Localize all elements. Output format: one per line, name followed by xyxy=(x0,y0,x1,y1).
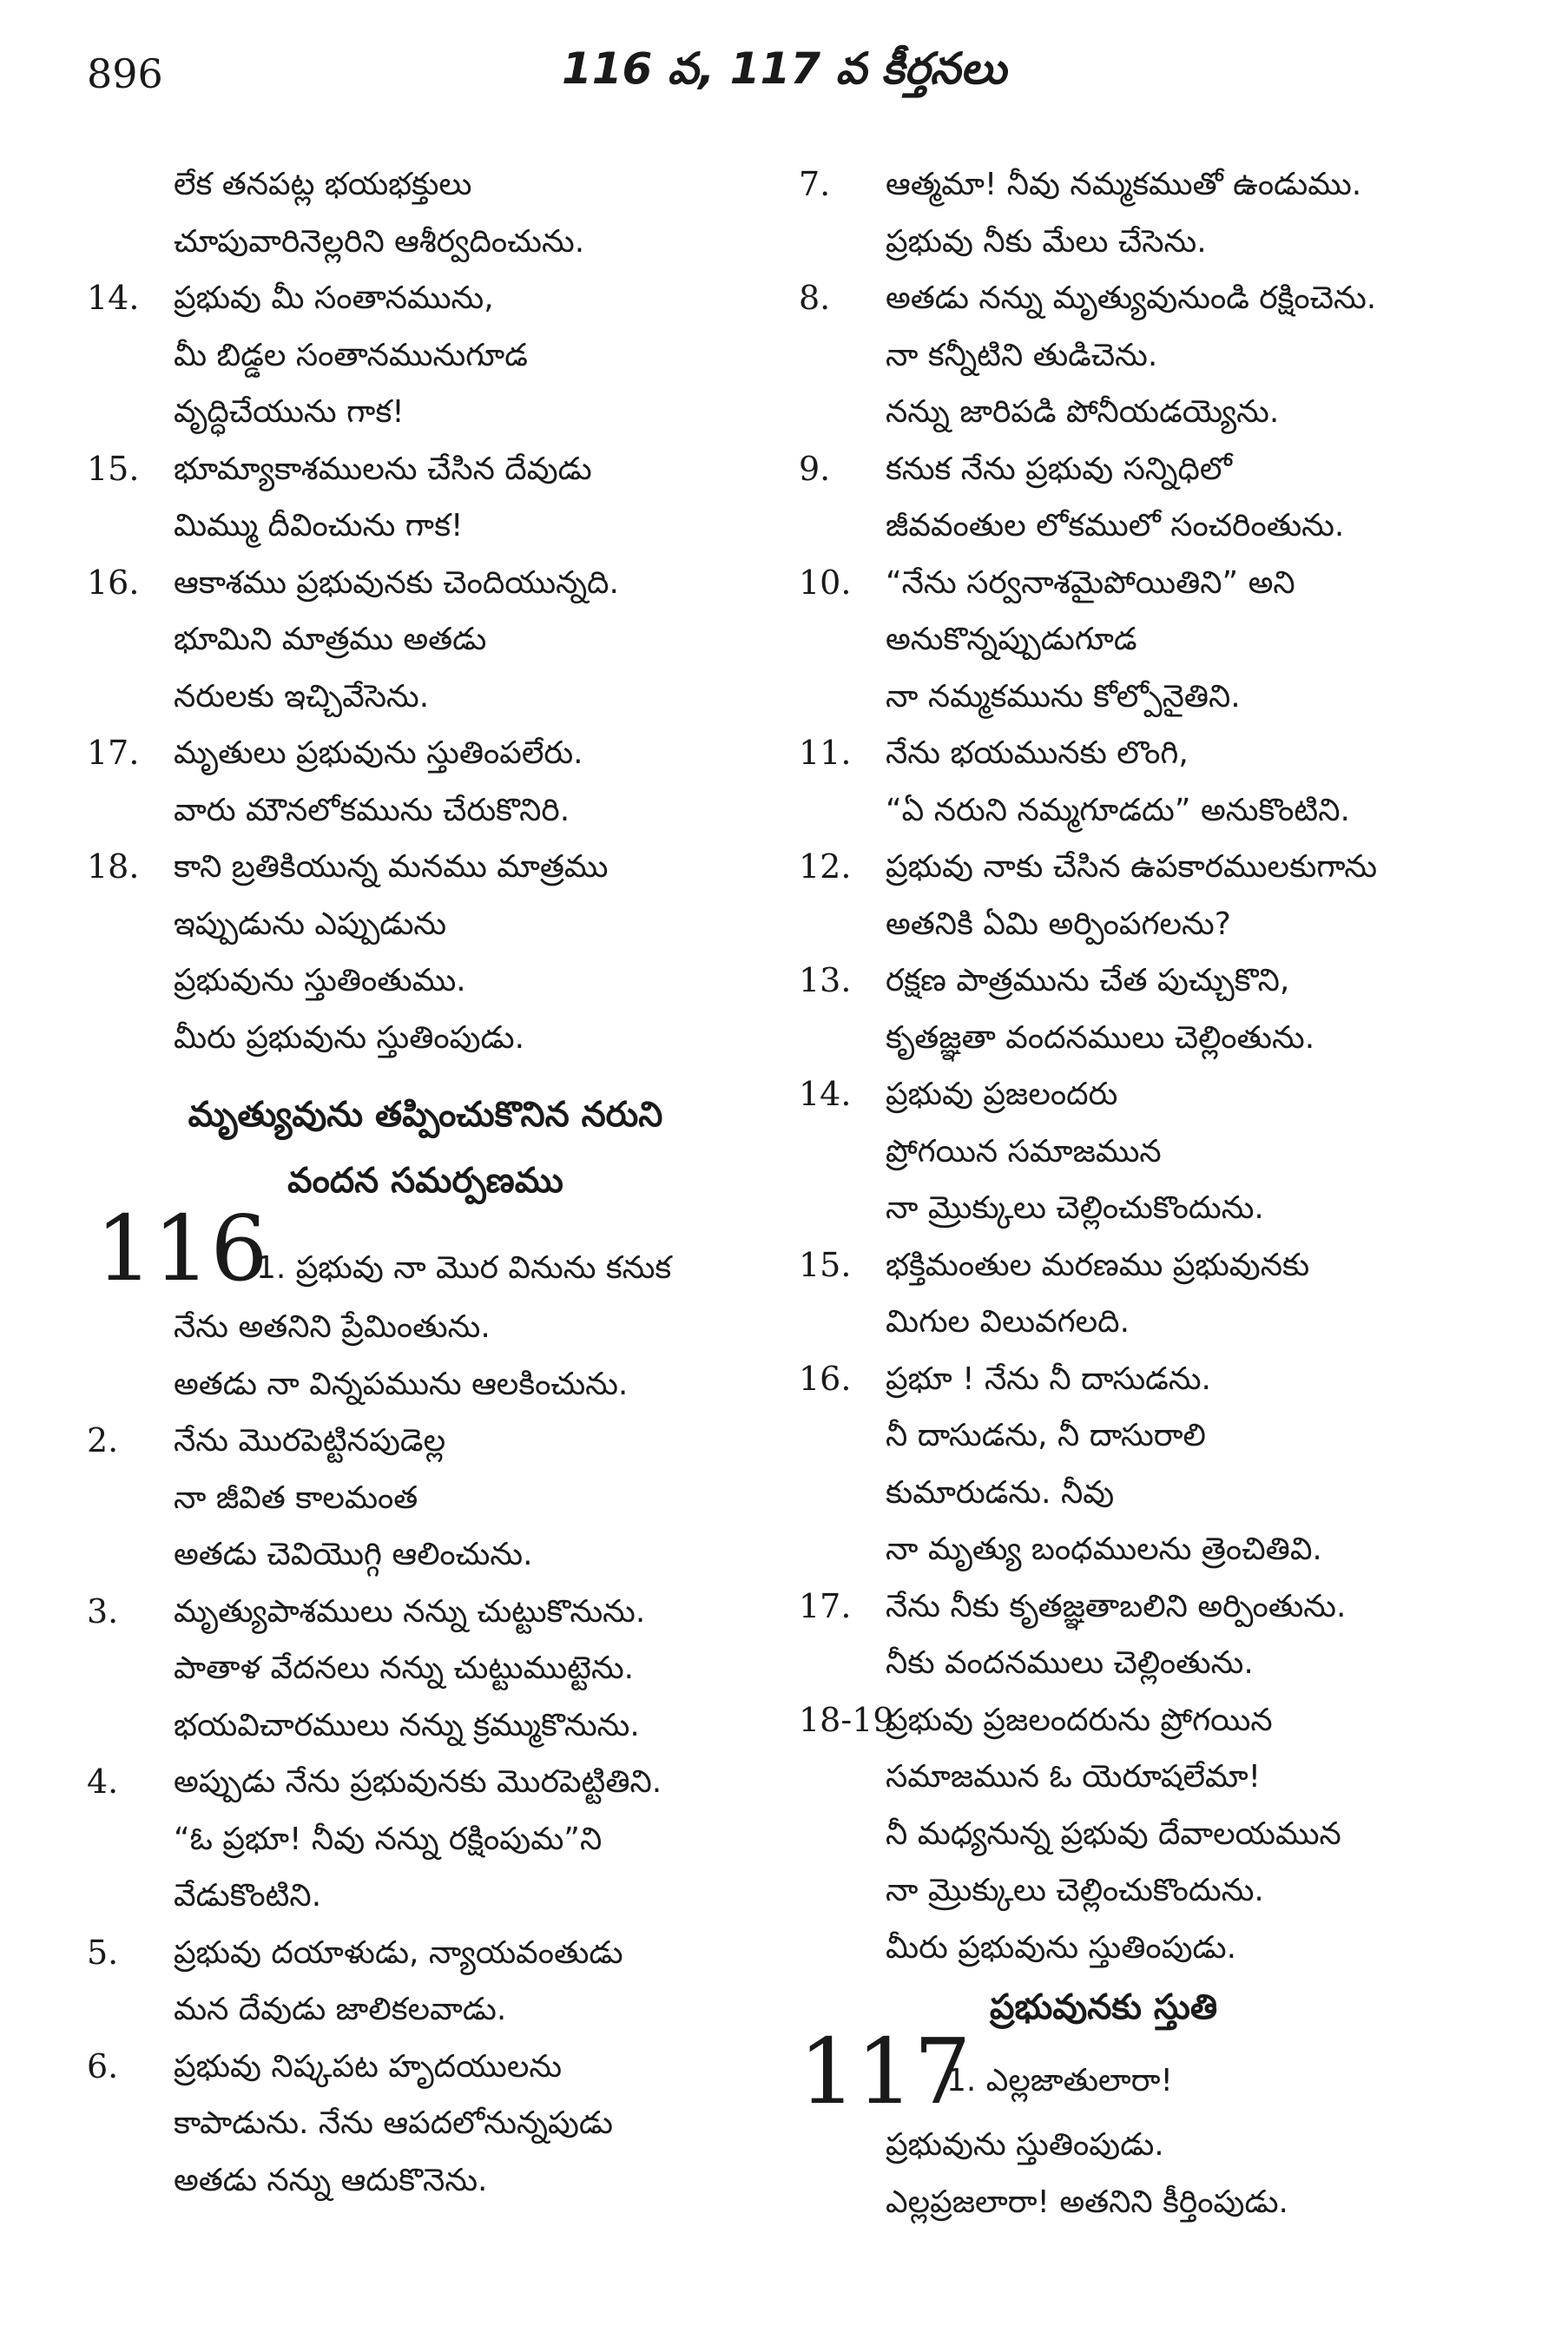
psalm-116-start xyxy=(87,1196,764,1301)
verse-text: మీ బిడ్డల సంతానమునుగూడ xyxy=(174,337,528,373)
verse-text: ప్రభువు ప్రజలందరును ప్రోగయిన xyxy=(886,1702,1273,1738)
verse-line xyxy=(799,1237,1485,1295)
verse-text: నేను అతనిని ప్రేమింతును. xyxy=(174,1309,491,1345)
verse-text: అతడు చెవియొగ్గి ఆలించును. xyxy=(174,1537,533,1572)
verse-text: అతడు నన్ను ఆదుకొనెను. xyxy=(174,2162,488,2198)
verse-line xyxy=(87,327,764,385)
verse-text: అతడు నా విన్నపమును ఆలకించును. xyxy=(174,1366,629,1402)
psalm-116-verse-1: 1. ప్రభువు నా మొర వినును కనుక xyxy=(256,1250,672,1286)
verse-number: 18-19 xyxy=(799,1700,894,1739)
verse-line xyxy=(799,1351,1485,1408)
verse-line xyxy=(87,156,764,214)
verse-line xyxy=(87,555,764,612)
verse-line xyxy=(799,214,1485,271)
verse-text: ప్రభువు నిష్కపట హృదయులను xyxy=(174,2048,563,2085)
verse-text: నరులకు ఇచ్చివేసెను. xyxy=(174,678,430,715)
verse-text: అనుకొన్నప్పుడుగూడ xyxy=(886,622,1137,657)
verse-text: నీకు వందనములు చెల్లింతును. xyxy=(886,1645,1254,1681)
verse-line xyxy=(87,2152,764,2210)
verse-text: మిమ్ము దీవించును గాక! xyxy=(174,508,464,544)
verse-text: కాపాడును. నేను ఆపదలోనున్నపుడు xyxy=(174,2105,613,2141)
verse-line xyxy=(87,1299,764,1356)
verse-text: మీరు ప్రభువును స్తుతింపుడు. xyxy=(174,1019,525,1056)
verse-line xyxy=(799,1066,1485,1123)
verse-text: వేడుకొంటిని. xyxy=(174,1878,322,1914)
verse-line xyxy=(799,384,1485,441)
verse-text: అతనికి ఏమి అర్పింపగలను? xyxy=(886,906,1231,942)
verse-number: 3. xyxy=(87,1591,119,1631)
left-bottom-verses xyxy=(87,1299,764,2209)
verse-line xyxy=(799,782,1485,840)
verse-line xyxy=(799,1010,1485,1067)
verse-line xyxy=(799,555,1485,612)
verse-text: భూమిని మాత్రము అతడు xyxy=(174,622,487,657)
verse-number: 9. xyxy=(799,449,831,488)
verse-line xyxy=(799,1521,1485,1578)
verse-line xyxy=(799,270,1485,327)
verse-text: ప్రభువును స్తుతింపుడు. xyxy=(886,2127,1164,2163)
psalm-117-verse-1: 1. ఎల్లజాతులారా! xyxy=(946,2063,1173,2098)
verse-text: నీ మధ్యనున్న ప్రభువు దేవాలయమున xyxy=(886,1815,1341,1852)
verse-line xyxy=(799,1806,1485,1863)
verse-text: జీవవంతుల లోకములో సంచరింతును. xyxy=(886,508,1345,544)
verse-line xyxy=(799,952,1485,1010)
verse-text: నేను భయమునకు లొంగి, xyxy=(886,735,1189,771)
verse-text: ప్రోగయిన సమాజమున xyxy=(886,1133,1162,1169)
verse-line xyxy=(87,1470,764,1527)
verse-text: కనుక నేను ప్రభువు సన్నిధిలో xyxy=(886,451,1232,487)
psalm-116-heading-line2: వందన సమర్పణము xyxy=(287,1161,563,1201)
verse-line xyxy=(87,1010,764,1067)
verse-line xyxy=(799,2174,1485,2231)
verse-line xyxy=(87,1868,764,1925)
psalm-116-heading-line1: మృత్యువును తప్పించుకొనిన నరుని xyxy=(188,1095,663,1135)
verse-number: 17. xyxy=(799,1586,852,1625)
verse-number: 6. xyxy=(87,2046,119,2085)
verse-text: ప్రభువు నాకు చేసిన ఉపకారములకుగాను xyxy=(886,849,1378,885)
left-column xyxy=(87,156,764,2209)
verse-number: 12. xyxy=(799,847,852,886)
verse-line xyxy=(799,441,1485,498)
verse-line xyxy=(799,1862,1485,1920)
verse-line xyxy=(87,1697,764,1755)
verse-line xyxy=(87,2095,764,2152)
verse-line xyxy=(799,1407,1485,1465)
verse-text: కుమారుడను. నీవు xyxy=(886,1474,1115,1511)
verse-line xyxy=(799,839,1485,896)
verse-text: ఇప్పుడును ఎప్పుడును xyxy=(174,906,447,942)
verse-number: 14. xyxy=(87,279,140,317)
verse-text: ఎల్లప్రజలారా! అతనిని కీర్తింపుడు. xyxy=(886,2184,1288,2220)
verse-number: 13. xyxy=(799,961,852,999)
verse-line xyxy=(799,896,1485,953)
verse-line xyxy=(799,156,1485,214)
verse-number: 10. xyxy=(799,563,852,602)
verse-text: వారు మౌనలోకమును చేరుకొనిరి. xyxy=(174,792,570,828)
right-column xyxy=(799,156,1485,2230)
verse-line xyxy=(87,725,764,782)
page-number: 896 xyxy=(87,50,163,97)
verse-number: 2. xyxy=(87,1421,119,1459)
verse-text: చూపువారినెల్లరిని ఆశీర్వదించును. xyxy=(174,223,585,260)
verse-line xyxy=(799,1692,1485,1749)
verse-line xyxy=(87,1526,764,1584)
verse-text: నా మృత్యు బంధములను త్రెంచితివి. xyxy=(886,1532,1322,1567)
verse-number: 11. xyxy=(799,734,852,772)
verse-number: 15. xyxy=(87,449,140,488)
right-top-verses xyxy=(799,156,1485,1976)
verse-line xyxy=(799,2117,1485,2174)
verse-line xyxy=(87,441,764,498)
verse-line xyxy=(87,384,764,441)
verse-number: 7. xyxy=(799,165,831,203)
verse-number: 18. xyxy=(87,847,140,886)
verse-line xyxy=(799,1465,1485,1522)
verse-line xyxy=(799,1749,1485,1806)
page-header xyxy=(0,0,1568,139)
verse-line xyxy=(87,214,764,271)
verse-text: భూమ్యాకాశములను చేసిన దేవుడు xyxy=(174,451,592,487)
verse-text: ప్రభువు దయాళుడు, న్యాయవంతుడు xyxy=(174,1934,623,1971)
verse-line xyxy=(87,1584,764,1641)
verse-text: కాని బ్రతికియున్న మనము మాత్రము xyxy=(174,849,609,885)
verse-line xyxy=(87,782,764,840)
verse-text: లేక తనపట్ల భయభక్తులు xyxy=(174,167,472,202)
verse-line xyxy=(87,952,764,1010)
verse-line xyxy=(799,1635,1485,1692)
verse-line xyxy=(87,1356,764,1413)
psalm-117-start xyxy=(799,2019,1485,2125)
verse-line xyxy=(799,497,1485,555)
left-top-verses xyxy=(87,156,764,1066)
verse-text: భక్తిమంతుల మరణము ప్రభువునకు xyxy=(886,1247,1310,1283)
verse-number: 16. xyxy=(87,563,140,602)
verse-text: కృతజ్ఞతా వందనములు చెల్లింతును. xyxy=(886,1019,1315,1056)
verse-line xyxy=(799,1920,1485,1977)
verse-text: “ఓ ప్రభూ! నీవు నన్ను రక్షింపుమ”ని xyxy=(174,1821,603,1857)
verse-text: ఆకాశము ప్రభువునకు చెందియున్నది. xyxy=(174,564,619,601)
verse-line xyxy=(87,497,764,555)
verse-line xyxy=(799,1123,1485,1181)
verse-text: పాతాళ వేదనలు నన్ను చుట్టుముట్టెను. xyxy=(174,1650,635,1686)
verse-line xyxy=(799,327,1485,385)
verse-text: “ఏ నరుని నమ్మగూడదు” అనుకొంటిని. xyxy=(886,792,1350,828)
verse-line xyxy=(87,2039,764,2096)
verse-line xyxy=(87,1925,764,1982)
verse-text: నీ దాసుడను, నీ దాసురాలి xyxy=(886,1418,1206,1453)
verse-text: రక్షణ పాత్రమును చేత పుచ్చుకొని, xyxy=(886,963,1290,998)
verse-line xyxy=(87,1640,764,1697)
verse-line xyxy=(87,1981,764,2039)
verse-text: అప్పుడు నేను ప్రభువునకు మొరపెట్టితిని. xyxy=(174,1764,662,1800)
verse-line xyxy=(799,1294,1485,1351)
verse-text: ప్రభువును స్తుతింతుము. xyxy=(174,963,466,998)
verse-line xyxy=(799,1180,1485,1237)
verse-text: నా కన్నీటిని తుడిచెను. xyxy=(886,337,1158,373)
psalm-number-117: 117 xyxy=(799,2019,972,2125)
verse-number: 4. xyxy=(87,1762,119,1801)
verse-text: మృత్యుపాశములు నన్ను చుట్టుకొనును. xyxy=(174,1593,646,1630)
verse-text: సమాజమున ఓ యెరూషలేమా! xyxy=(886,1759,1262,1795)
verse-text: ప్రభూ ! నేను నీ దాసుడను. xyxy=(886,1360,1211,1397)
verse-number: 17. xyxy=(87,734,140,772)
verse-line xyxy=(87,669,764,726)
verse-line xyxy=(87,896,764,953)
verse-text: ప్రభువు మీ సంతానమును, xyxy=(174,280,494,316)
verse-text: నా నమ్మకమును కోల్పోనైతిని. xyxy=(886,678,1241,715)
verse-line xyxy=(799,611,1485,669)
verse-text: నా మ్రొక్కులు చెల్లించుకొందును. xyxy=(886,1873,1264,1908)
verse-number: 14. xyxy=(799,1075,852,1113)
verse-line xyxy=(87,1413,764,1470)
verse-text: నా మ్రొక్కులు చెల్లించుకొందును. xyxy=(886,1190,1264,1226)
verse-text: నేను మొరపెట్టినపుడెల్ల xyxy=(174,1423,446,1459)
verse-line xyxy=(799,1578,1485,1636)
verse-line xyxy=(799,725,1485,782)
verse-text: నేను నీకు కృతజ్ఞతాబలిని అర్పింతును. xyxy=(886,1588,1347,1624)
verse-text: మిగుల విలువగలది. xyxy=(886,1304,1130,1340)
verse-line xyxy=(799,669,1485,726)
verse-line xyxy=(87,1754,764,1811)
verse-text: నా జీవిత కాలమంత xyxy=(174,1479,418,1516)
running-title: 116 వ, 117 వ కీర్తనలు xyxy=(561,43,1007,94)
verse-line xyxy=(87,611,764,669)
verse-number: 16. xyxy=(799,1359,852,1398)
verse-text: ప్రభువు ప్రజలందరు xyxy=(886,1077,1118,1112)
right-bottom-verses xyxy=(799,2117,1485,2230)
verse-text: మృతులు ప్రభువును స్తుతింపలేరు. xyxy=(174,735,583,771)
verse-text: మీరు ప్రభువును స్తుతింపుడు. xyxy=(886,1929,1237,1966)
verse-text: భయవిచారములు నన్ను క్రమ్ముకొనును. xyxy=(174,1707,640,1743)
verse-text: వృద్ధిచేయును గాక! xyxy=(174,394,405,430)
verse-line xyxy=(87,1811,764,1868)
psalm-number-116: 116 xyxy=(96,1196,268,1301)
verse-text: “నేను సర్వనాశమైపోయితిని” అని xyxy=(886,564,1295,601)
verse-number: 5. xyxy=(87,1933,119,1972)
verse-line xyxy=(87,270,764,327)
verse-line xyxy=(87,839,764,896)
psalm-117-heading: ప్రభువునకు స్తుతి xyxy=(990,1987,1218,2027)
verse-text: మన దేవుడు జాలికలవాడు. xyxy=(174,1992,507,2027)
verse-text: అతడు నన్ను మృత్యువునుండి రక్షించెను. xyxy=(886,280,1377,316)
verse-text: నన్ను జారిపడి పోనీయడయ్యెను. xyxy=(886,394,1280,430)
verse-number: 15. xyxy=(799,1245,852,1284)
verse-text: ఆత్మమా! నీవు నమ్మకముతో ఉండుము. xyxy=(886,167,1362,202)
verse-text: ప్రభువు నీకు మేలు చేసెను. xyxy=(886,223,1207,260)
verse-number: 8. xyxy=(799,279,831,317)
